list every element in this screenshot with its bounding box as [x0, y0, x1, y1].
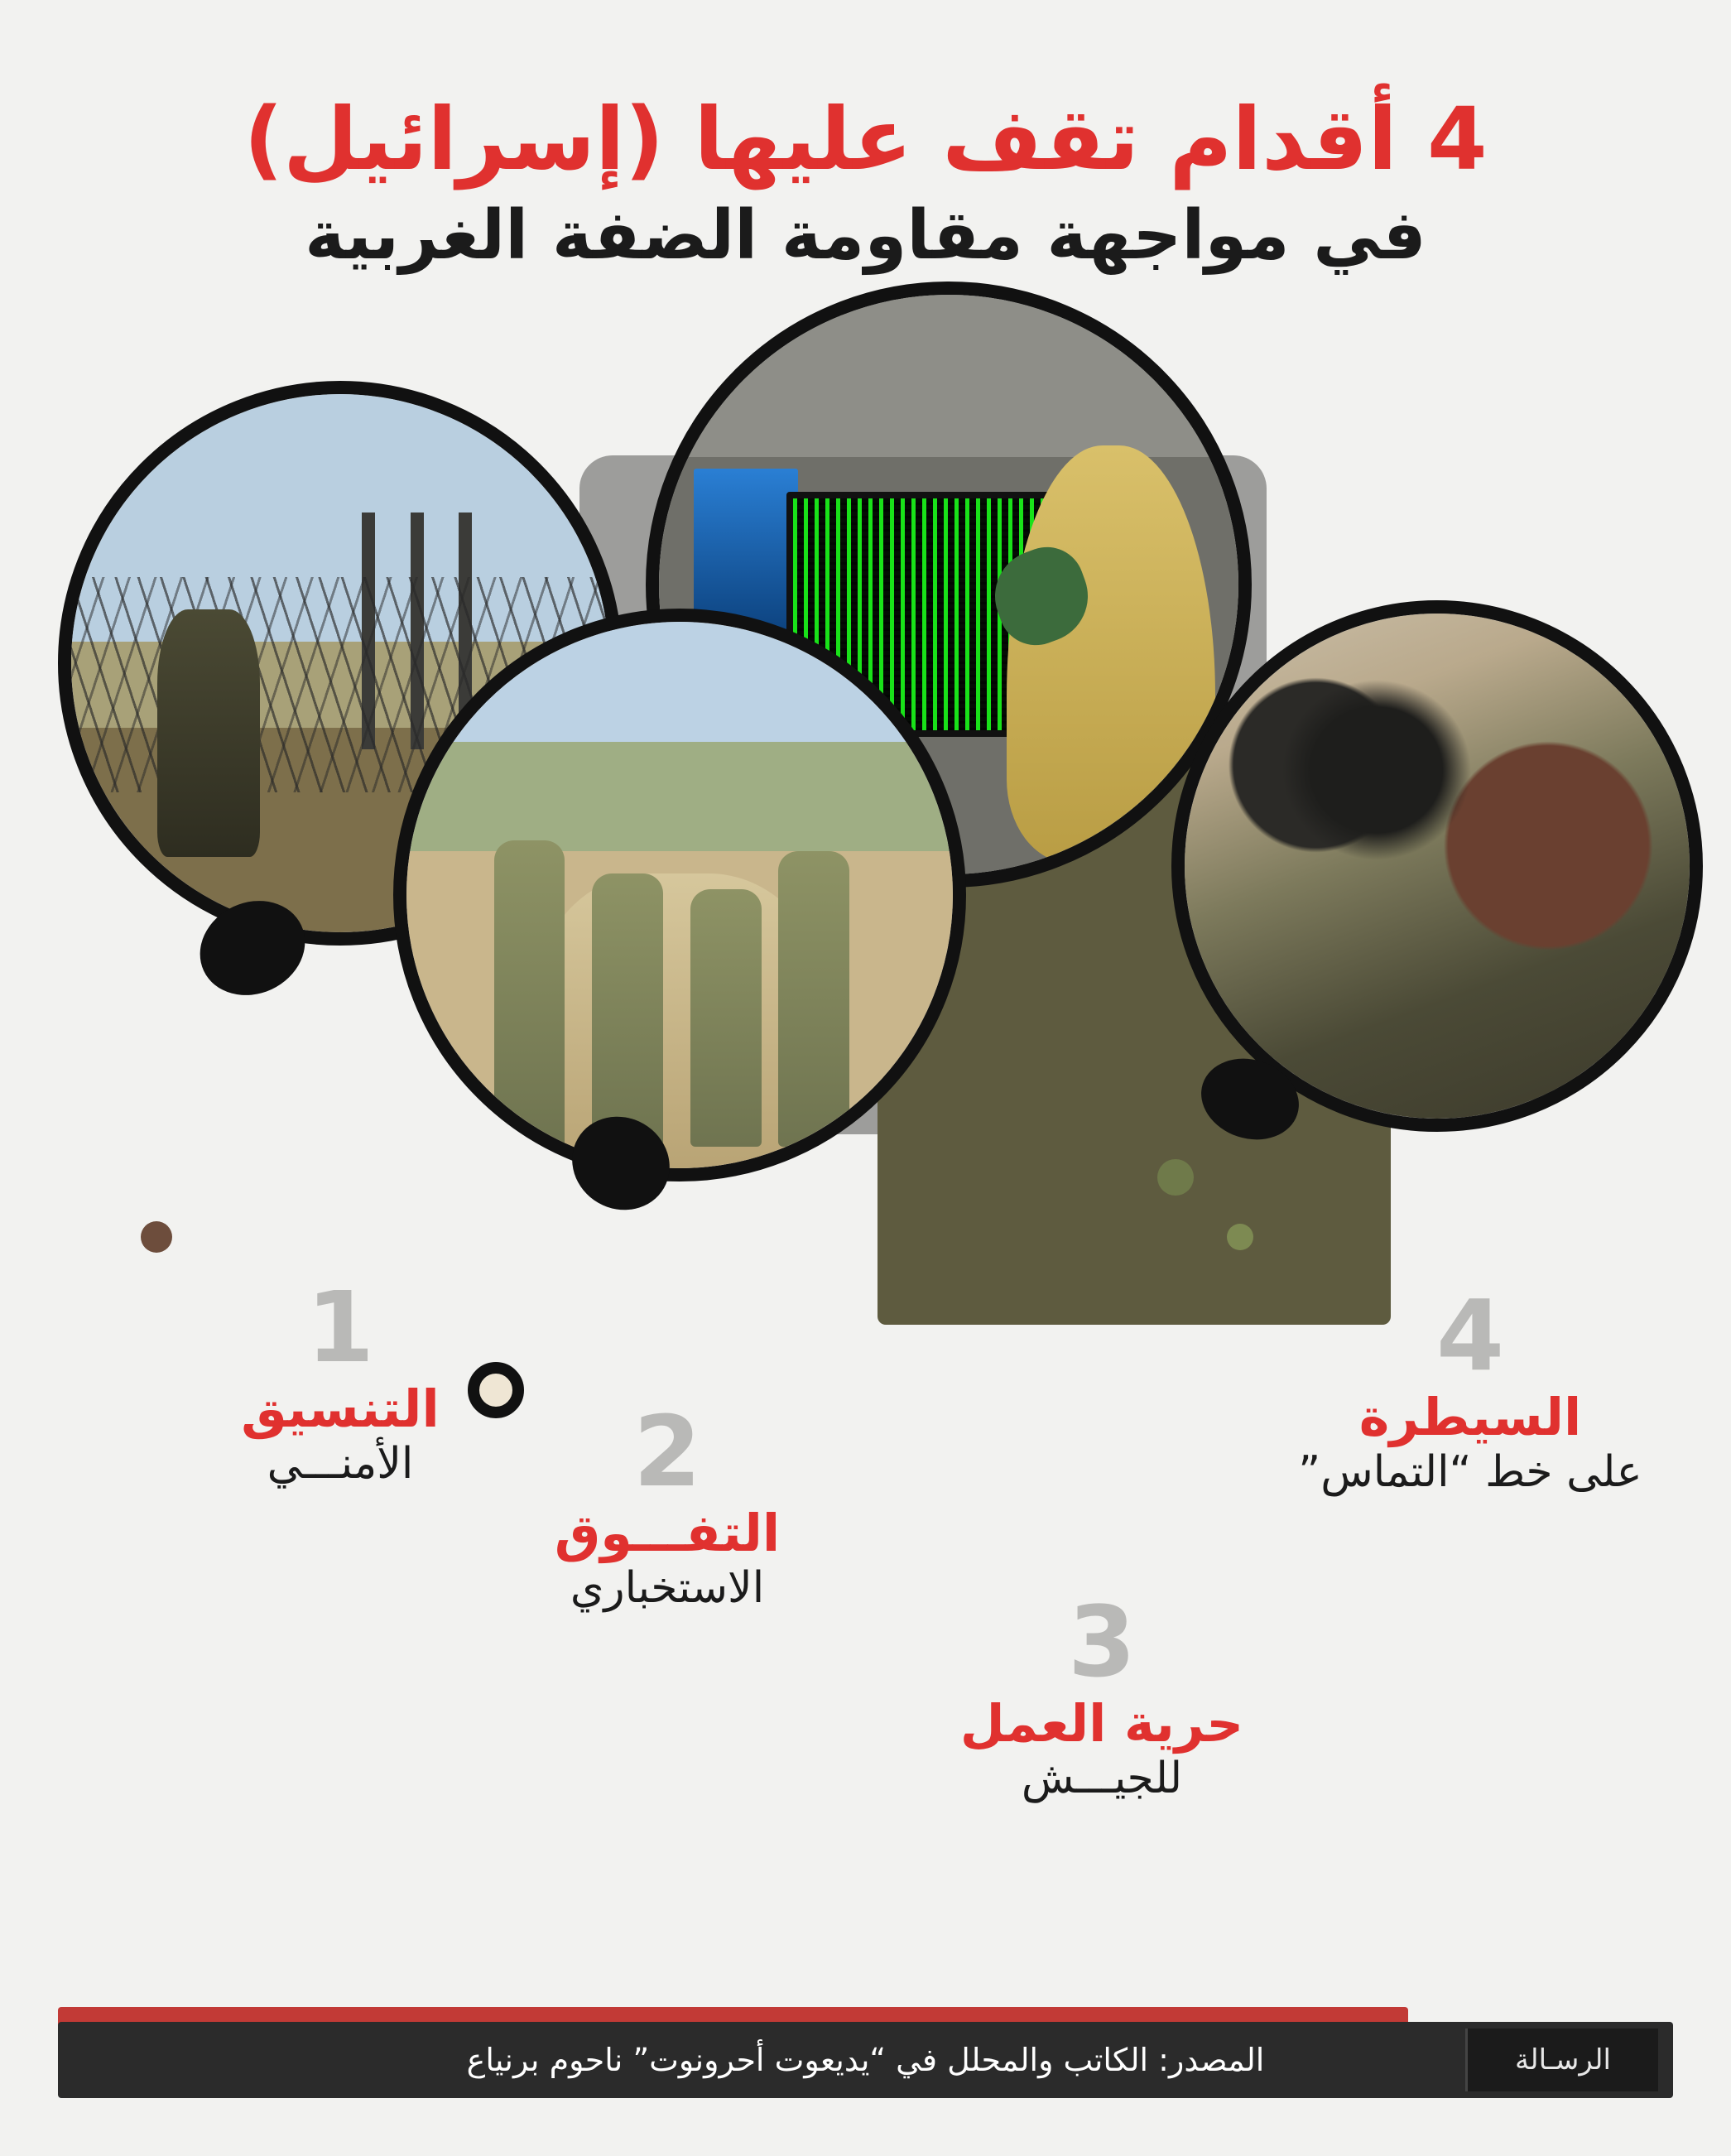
bubble-photo-freedom-of-action [393, 609, 966, 1181]
footer [58, 2022, 1673, 2098]
item-subtitle-1: الأمنـــي [267, 1439, 414, 1489]
item-number-4: 4 [1435, 1278, 1505, 1393]
item-label-4 [1263, 1278, 1677, 1499]
item-title-3: حرية العمل [959, 1693, 1244, 1754]
patrol-soldier-3 [690, 889, 762, 1146]
soldier-silhouette-shape [157, 609, 260, 857]
source-text: المصدر: الكاتب والمحلل في “يديعوت أحرونوت” ناحوم برنياع [466, 2042, 1265, 2078]
item-title-2: التفـــوق [554, 1503, 781, 1564]
item-number-2: 2 [632, 1394, 702, 1509]
item-number-1: 1 [305, 1270, 375, 1384]
coordination-photo [1185, 614, 1690, 1119]
patrol-soldier-1 [494, 840, 565, 1147]
patrol-soldier-4 [778, 851, 849, 1146]
item-label-3 [870, 1585, 1334, 1805]
headline-line-2: في مواجهة مقاومة الضفة الغربية [305, 196, 1426, 276]
patrol-soldier-2 [592, 873, 663, 1147]
bubble-1-dot-medium [1157, 1159, 1194, 1196]
item-subtitle-2: الاستخباري [570, 1563, 765, 1614]
patrol-photo [406, 622, 953, 1168]
item-number-3: 3 [1067, 1585, 1137, 1699]
bubble-4-dot-small [141, 1221, 172, 1253]
footer-bar [58, 2022, 1673, 2098]
item-title-4: السيطرة [1358, 1387, 1582, 1448]
item-label-1 [166, 1270, 514, 1490]
item-subtitle-4: على خط “التماس” [1298, 1447, 1642, 1498]
bubble-1-dot-small [1227, 1224, 1253, 1250]
brand-logo: الرسـالة [1465, 2028, 1658, 2091]
headline-line-1: 4 أقدام تقف عليها (إسرائيل) [243, 89, 1488, 190]
bubble-photo-coordination [1171, 600, 1703, 1132]
item-label-2 [473, 1394, 862, 1615]
item-subtitle-3: للجيـــش [1021, 1754, 1183, 1804]
item-title-1: التنسيق [241, 1379, 440, 1440]
headline-block [0, 91, 1731, 279]
